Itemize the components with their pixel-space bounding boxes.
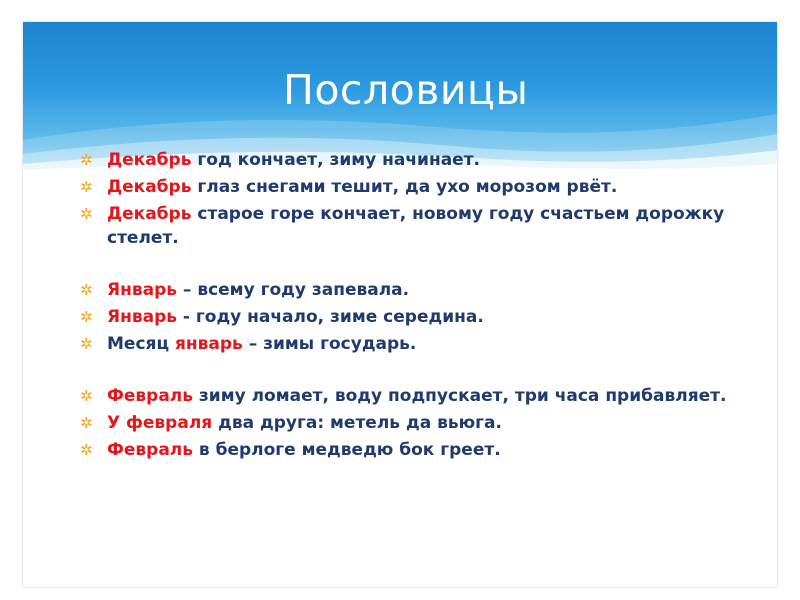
list-item [78, 411, 738, 435]
slide [23, 22, 777, 587]
proverb-text: – всему году запевала. [176, 280, 410, 300]
proverb-text: год кончает, зиму начинает. [191, 150, 481, 170]
list-item [78, 384, 738, 408]
bullet-icon: ✲ [80, 205, 93, 223]
month-highlight: Февраль [107, 440, 193, 460]
month-highlight: Декабрь [107, 204, 192, 224]
list-item [78, 148, 738, 172]
month-highlight: Январь [107, 280, 177, 300]
proverb-text: зиму ломает, воду подпускает, три часа прибавляет. [193, 386, 727, 406]
proverb-text: старое горе кончает, новому году счастьем дорожку стелет. [107, 204, 725, 248]
group-spacer [78, 359, 738, 384]
proverbs-group-december [78, 148, 738, 250]
bullet-icon: ✲ [80, 441, 93, 459]
bullet-icon: ✲ [80, 414, 93, 432]
slide-title: Пословицы [283, 66, 529, 114]
bullet-icon: ✲ [80, 178, 93, 196]
proverb-text: глаз снегами тешит, да ухо морозом рвёт. [191, 177, 618, 197]
proverbs-group-february [78, 384, 738, 462]
month-highlight: Декабрь [107, 150, 192, 170]
bullet-icon: ✲ [80, 308, 93, 326]
bullet-icon: ✲ [80, 151, 93, 169]
proverbs-content [78, 148, 738, 465]
proverb-text: - году начало, зиме середина. [176, 307, 484, 327]
list-item [78, 305, 738, 329]
group-spacer [78, 253, 738, 278]
bullet-icon: ✲ [80, 387, 93, 405]
proverb-text: в берлоге медведю бок греет. [193, 440, 501, 460]
month-highlight: Декабрь [107, 177, 192, 197]
bullet-icon: ✲ [80, 335, 93, 353]
month-highlight: январь [174, 334, 243, 354]
proverbs-group-january [78, 278, 738, 356]
month-highlight: У февраля [107, 413, 213, 433]
list-item [78, 202, 738, 250]
proverb-text: два друга: метель да вьюга. [212, 413, 502, 433]
proverb-prefix: Месяц [107, 334, 175, 354]
list-item [78, 332, 738, 356]
list-item [78, 438, 738, 462]
month-highlight: Январь [107, 307, 177, 327]
list-item [78, 175, 738, 199]
month-highlight: Февраль [107, 386, 193, 406]
list-item [78, 278, 738, 302]
proverb-text: – зимы государь. [242, 334, 417, 354]
bullet-icon: ✲ [80, 281, 93, 299]
